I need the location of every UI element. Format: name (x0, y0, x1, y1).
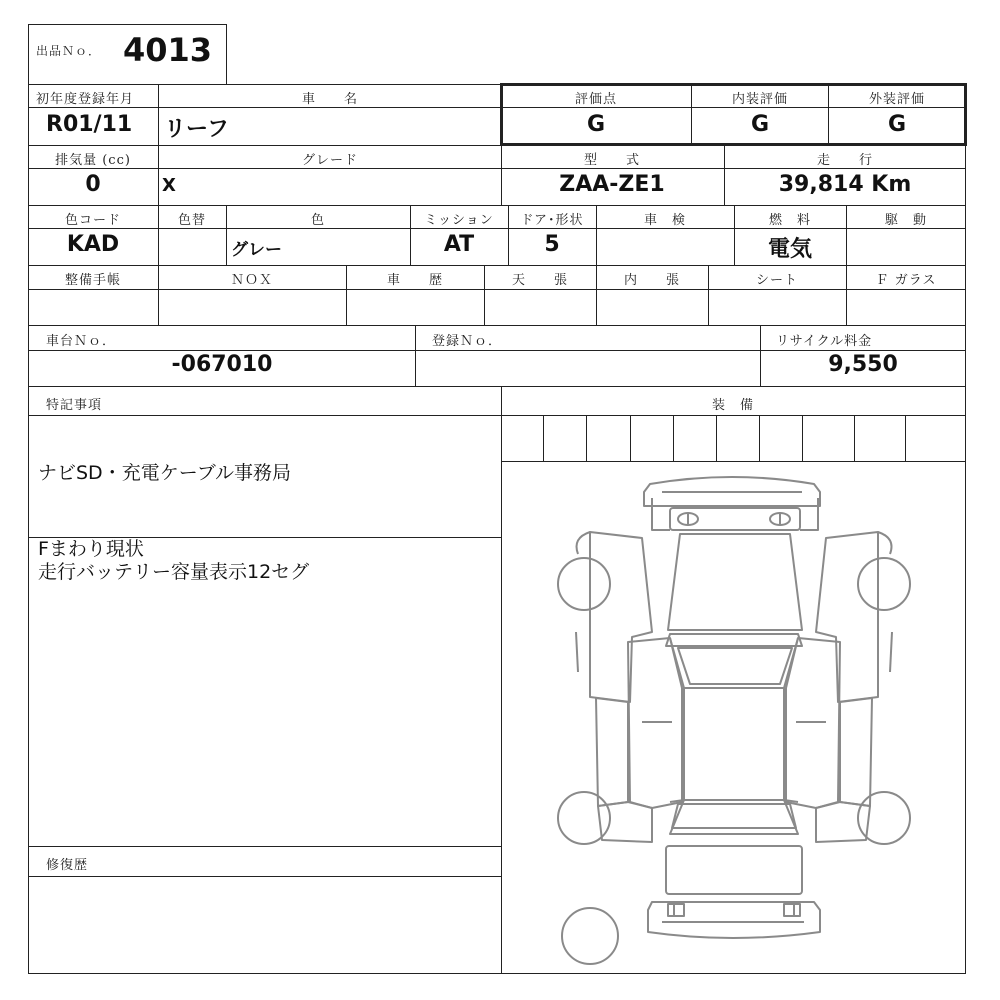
drive-label: 駆 動 (884, 213, 928, 228)
exterior-score-value: G (887, 112, 907, 137)
notes-label: 特記事項 (46, 398, 103, 413)
color-code-value: KAD (66, 232, 120, 257)
reg-no-label: 登録Ｎｏ． (432, 334, 503, 349)
maintenance-label: 整備手帳 (64, 273, 122, 288)
recycle-value: 9,550 (828, 352, 898, 377)
interior-score-value: G (750, 112, 770, 137)
mission-label: ミッション (424, 213, 494, 228)
door-shape-value: 5 (544, 232, 560, 257)
equipment-label: 装 備 (711, 398, 755, 413)
car-name-value: リーフ (164, 117, 229, 142)
mileage-value: 39,814 Km (778, 172, 912, 197)
chassis-label: 車台Ｎｏ． (46, 334, 117, 349)
exterior-score-label: 外装評価 (868, 92, 926, 107)
interior-score-label: 内装評価 (731, 92, 789, 107)
car-name-label: 車 名 (301, 92, 359, 107)
color-label: 色 (310, 213, 326, 228)
fglass-label: Ｆ ガラス (875, 273, 937, 288)
grade-label: グレード (301, 153, 359, 168)
score-label: 評価点 (574, 92, 618, 107)
chassis-value: -067010 (171, 352, 273, 377)
mission-value: AT (443, 232, 475, 257)
color-change-label: 色替 (177, 213, 207, 228)
first-reg-label: 初年度登録年月 (36, 92, 135, 107)
lot-number: 4013 (123, 31, 213, 69)
nox-label: ＮＯＸ (230, 273, 274, 288)
seat-label: シート (755, 273, 799, 288)
roof-label: 天 張 (511, 273, 569, 288)
color-value: グレー (231, 240, 282, 260)
history-label: 車 歴 (386, 273, 444, 288)
first-reg-value: R01/11 (46, 112, 133, 137)
interior-trim-label: 内 張 (623, 273, 681, 288)
model-label: 型 式 (583, 153, 641, 168)
mileage-label: 走 行 (816, 153, 874, 168)
color-code-label: 色コード (64, 213, 122, 228)
note-line-1: ナビSD・充電ケーブル事務局 (38, 462, 291, 484)
inspection-label: 車 検 (643, 213, 687, 228)
door-shape-label: ドア･形状 (520, 213, 584, 228)
model-value: ZAA-ZE1 (559, 172, 665, 197)
displacement-value: 0 (85, 172, 101, 197)
score-value: G (586, 112, 606, 137)
repair-label: 修復歴 (46, 858, 89, 873)
note-line-2: Fまわり現状 (38, 538, 144, 560)
fuel-value: 電気 (767, 237, 813, 262)
displacement-label: 排気量 (cc) (55, 153, 131, 168)
fuel-label: 燃 料 (768, 213, 812, 228)
lot-label: 出品Ｎｏ． (36, 44, 102, 58)
recycle-label: リサイクル料金 (776, 334, 873, 349)
note-line-3: 走行バッテリー容量表示12セグ (38, 561, 310, 583)
car-damage-diagram (502, 462, 965, 973)
grade-value: X (162, 175, 176, 196)
